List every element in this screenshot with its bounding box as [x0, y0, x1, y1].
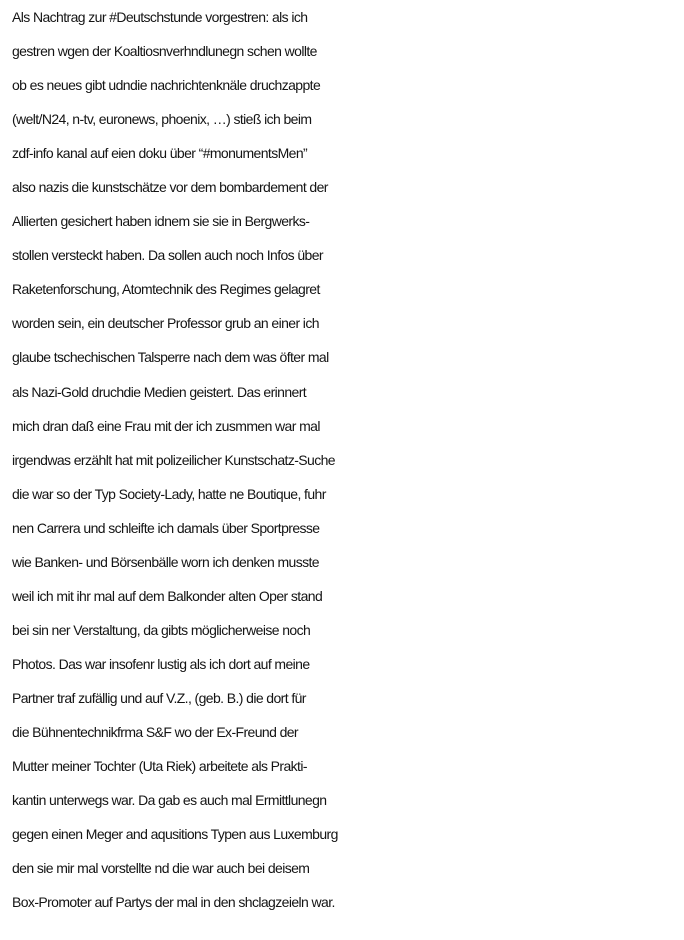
text-line-2: gestren wgen der Koaltiosnverhndlunegn schen wollte — [12, 43, 317, 60]
text-line-9: Raketenforschung, Atomtechnik des Regimes gelagret — [12, 281, 320, 298]
text-line-22: die Bühnentechnikfrma S&F wo der Ex-Freund der — [12, 723, 298, 740]
text-line-20: Photos. Das war insofenr lustig als ich dort auf meine — [12, 655, 310, 672]
text-line-11: glaube tschechischen Talsperre nach dem was öfter mal — [12, 349, 329, 366]
body-text — [12, 0, 684, 919]
text-line-18: weil ich mit ihr mal auf dem Balkonder alten Oper stand — [12, 587, 323, 604]
text-line-13: mich dran daß eine Frau mit der ich zusmmen war mal — [12, 417, 320, 434]
text-line-4: (welt/N24, n-tv, euronews, phoenix, …) stieß ich beim — [12, 111, 312, 128]
text-line-3: ob es neues gibt udndie nachrichtenknäle druchzappte — [12, 77, 321, 94]
text-line-15: die war so der Typ Society-Lady, hatte ne Boutique, fuhr — [12, 485, 326, 502]
text-line-27: Box-Promoter auf Partys der mal in den shclagzeieln war. — [12, 894, 335, 911]
text-line-12: als Nazi-Gold druchdie Medien geistert. Das erinnert — [12, 383, 307, 400]
text-line-6: also nazis die kunstschätze vor dem bombardement der — [12, 179, 328, 196]
text-line-1: Als Nachtrag zur #Deutschstunde vorgestren: als ich — [12, 9, 308, 25]
text-line-26: den sie mir mal vorstellte nd die war auch bei deisem — [12, 860, 310, 877]
text-line-10: worden sein, ein deutscher Professor grub an einer ich — [12, 315, 319, 332]
text-line-14: irgendwas erzählt hat mit polizeilicher Kunstschatz-Suche — [12, 451, 335, 468]
text-line-21: Partner traf zufällig und auf V.Z., (geb. B.) die dort für — [12, 689, 306, 706]
text-line-7: Allierten gesichert haben idnem sie sie in Bergwerks- — [12, 213, 310, 230]
text-line-16: nen Carrera und schleifte ich damals über Sportpresse — [12, 519, 320, 536]
text-line-19: bei sin ner Verstaltung, da gibts möglicherweise noch — [12, 621, 311, 638]
text-line-24: kantin unterwegs war. Da gab es auch mal Ermittlunegn — [12, 792, 327, 809]
text-line-25: gegen einen Meger and aqusitions Typen aus Luxemburg — [12, 826, 338, 843]
text-line-8: stollen versteckt haben. Da sollen auch noch Infos über — [12, 247, 323, 264]
text-line-23: Mutter meiner Tochter (Uta Riek) arbeitete als Prakti- — [12, 758, 307, 775]
text-line-5: zdf-info kanal auf eien doku über “#monumentsMen” — [12, 145, 308, 162]
text-line-17: wie Banken- und Börsenbälle worn ich denken musste — [12, 553, 319, 570]
